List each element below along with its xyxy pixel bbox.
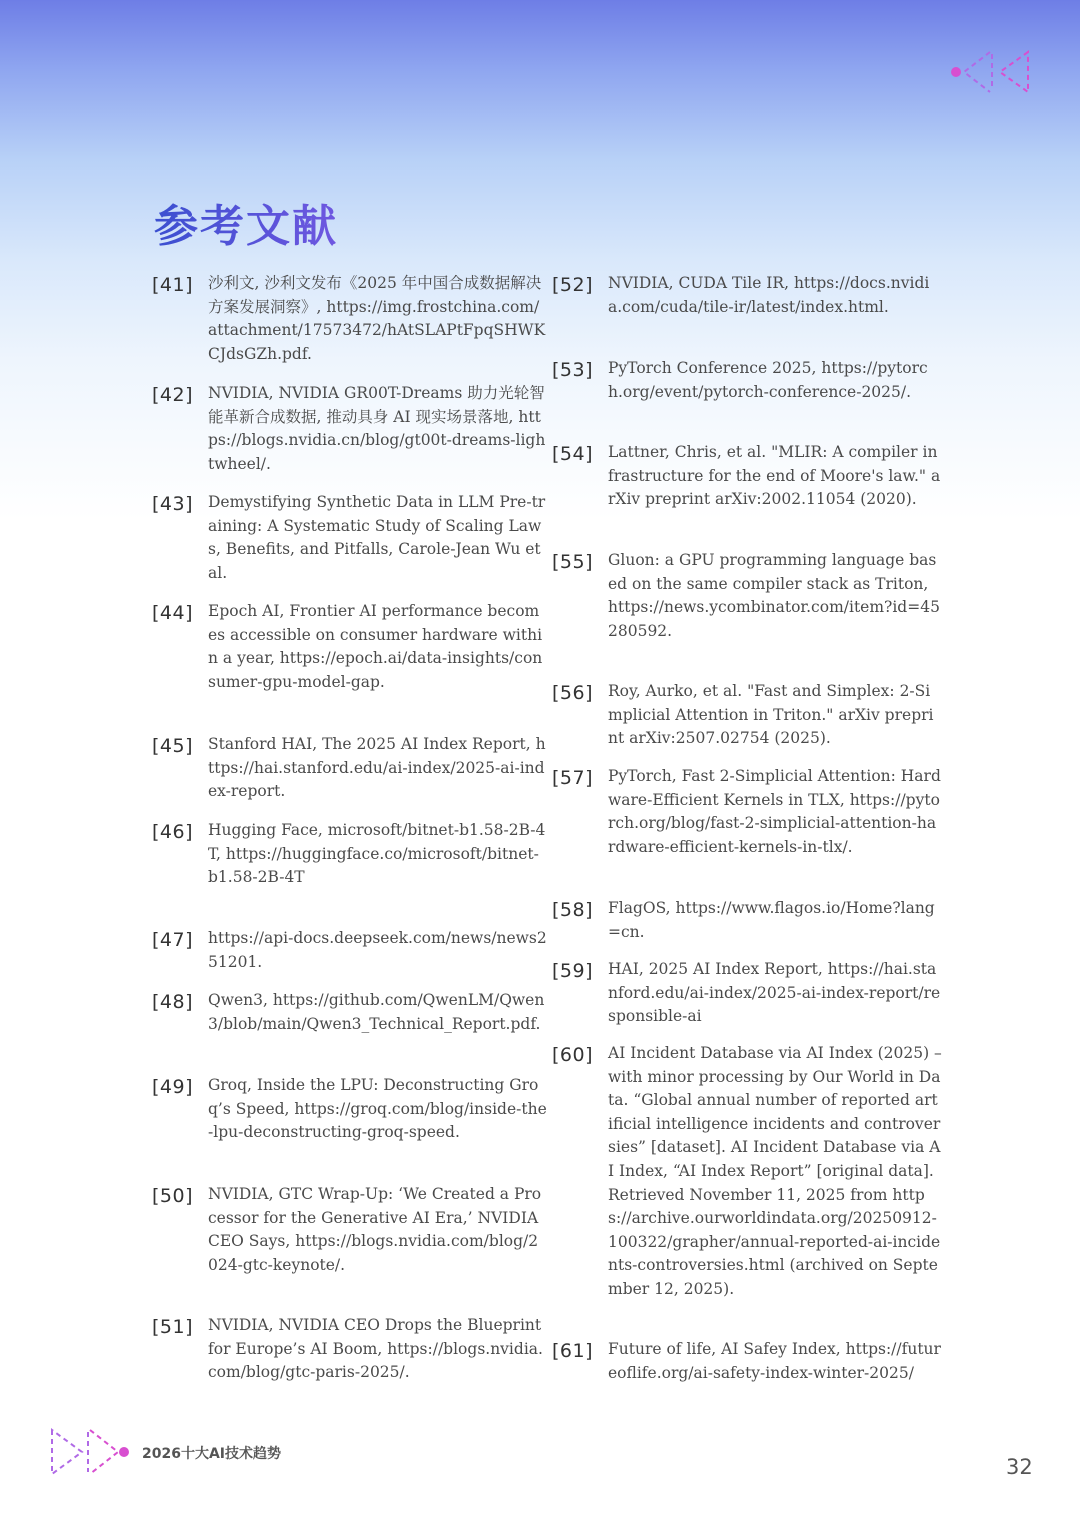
reference-number: [51] xyxy=(152,1316,194,1338)
reference-text: Gluon: a GPU programming language based on the same compiler stack as Triton, https://news.ycombinator.com/item?id=45280592. xyxy=(608,551,940,640)
reference-text: PyTorch, Fast 2-Simplicial Attention: Hardware-Efficient Kernels in TLX, https://pytorch.org/blog/fast-2-simplicial-attention-hardware-efficient-kernels-in-tlx/. xyxy=(608,767,941,856)
reference-item xyxy=(152,733,547,819)
reference-number: [48] xyxy=(152,991,194,1013)
reference-text: Future of life, AI Safey Index, https://futureoflife.org/ai-safety-index-winter-2025/ xyxy=(608,1340,941,1382)
reference-text: NVIDIA, CUDA Tile IR, https://docs.nvidia.com/cuda/tile-ir/latest/index.html. xyxy=(608,274,930,316)
reference-number: [49] xyxy=(152,1076,194,1098)
reference-item xyxy=(552,1338,942,1418)
reference-item xyxy=(152,989,547,1074)
reference-item xyxy=(552,357,942,441)
reference-text: NVIDIA, NVIDIA CEO Drops the Blueprint for Europe’s AI Boom, https://blogs.nvidia.com/blog/gtc-paris-2025/. xyxy=(208,1316,543,1382)
reference-number: [42] xyxy=(152,384,194,406)
reference-item xyxy=(552,680,942,765)
reference-text: AI Incident Database via AI Index (2025) – with minor processing by Our World in Data. “Global annual number of reported artificial intelligence incidents and controversies” [dataset]. AI Incident Database via AI Index, “AI Index Report” [original data]. Retrieved November 11, 2025 from https://archive.ourworldindata.org/20250912-100322/grapher/annual-reported-ai-incidents-controversies.html (archived on September 12, 2025). xyxy=(608,1044,942,1298)
reference-text: HAI, 2025 AI Index Report, https://hai.stanford.edu/ai-index/2025-ai-index-report/responsible-ai xyxy=(608,960,941,1026)
reference-number: [55] xyxy=(552,551,594,573)
reference-number: [47] xyxy=(152,929,194,951)
reference-text: PyTorch Conference 2025, https://pytorch.org/event/pytorch-conference-2025/. xyxy=(608,359,928,401)
reference-number: [52] xyxy=(552,274,594,296)
reference-number: [41] xyxy=(152,274,194,296)
reference-number: [46] xyxy=(152,821,194,843)
reference-text: https://api-docs.deepseek.com/news/news251201. xyxy=(208,929,547,971)
page-number: 32 xyxy=(1006,1455,1033,1479)
reference-item xyxy=(152,819,547,927)
reference-number: [61] xyxy=(552,1340,594,1362)
reference-item xyxy=(152,600,547,733)
reference-number: [60] xyxy=(552,1044,594,1066)
reference-text: Lattner, Chris, et al. "MLIR: A compiler infrastructure for the end of Moore's law." arXiv preprint arXiv:2002.11054 (2020). xyxy=(608,443,941,509)
reference-item xyxy=(152,382,547,491)
reference-text: Groq, Inside the LPU: Deconstructing Groq’s Speed, https://groq.com/blog/inside-the-lpu-deconstructing-groq-speed. xyxy=(208,1076,547,1142)
reference-item xyxy=(552,958,942,1042)
reference-text: Hugging Face, microsoft/bitnet-b1.58-2B-4T, https://huggingface.co/microsoft/bitnet-b1.58-2B-4T xyxy=(208,821,546,887)
reference-item xyxy=(552,897,942,958)
reference-item xyxy=(152,491,547,600)
reference-number: [54] xyxy=(552,443,594,465)
reference-number: [57] xyxy=(552,767,594,789)
reference-number: [56] xyxy=(552,682,594,704)
reference-item xyxy=(152,927,547,989)
reference-item xyxy=(552,765,942,897)
reference-number: [43] xyxy=(152,493,194,515)
reference-number: [53] xyxy=(552,359,594,381)
references-right-column xyxy=(552,272,942,1418)
reference-text: FlagOS, https://www.flagos.io/Home?lang=cn. xyxy=(608,899,935,941)
reference-text: Roy, Aurko, et al. "Fast and Simplex: 2-Simplicial Attention in Triton." arXiv preprint arXiv:2507.02754 (2025). xyxy=(608,682,934,748)
reference-text: 沙利文, 沙利文发布《2025 年中国合成数据解决方案发展洞察》, https://img.frostchina.com/attachment/17573472/hAtSLAPtFpqSHWKCJdsGZh.pdf. xyxy=(208,274,546,363)
references-left-column xyxy=(152,272,547,1414)
reference-item xyxy=(152,272,547,382)
reference-text: Demystifying Synthetic Data in LLM Pre-training: A Systematic Study of Scaling Laws, Benefits, and Pitfalls, Carole-Jean Wu et al. xyxy=(208,493,546,582)
reference-item xyxy=(552,549,942,680)
reference-text: Epoch AI, Frontier AI performance becomes accessible on consumer hardware within a year, https://epoch.ai/data-insights/consumer-gpu-model-gap. xyxy=(208,602,543,691)
triangle-arrows-decoration-icon xyxy=(944,46,1040,102)
reference-item xyxy=(552,272,942,357)
reference-number: [59] xyxy=(552,960,594,982)
reference-number: [44] xyxy=(152,602,194,624)
reference-number: [50] xyxy=(152,1185,194,1207)
reference-text: NVIDIA, NVIDIA GR00T-Dreams 助力光轮智能革新合成数据, 推动具身 AI 现实场景落地, https://blogs.nvidia.cn/blog/gt00t-dreams-lightwheel/. xyxy=(208,384,546,473)
footer-report-title: 2026十大AI技术趋势 xyxy=(142,1446,282,1462)
reference-item xyxy=(152,1314,547,1414)
reference-item xyxy=(552,441,942,549)
reference-number: [58] xyxy=(552,899,594,921)
page-title: 参考文献 xyxy=(154,190,338,254)
reference-text: Stanford HAI, The 2025 AI Index Report, https://hai.stanford.edu/ai-index/2025-ai-index-report. xyxy=(208,735,546,801)
reference-item xyxy=(552,1042,942,1338)
triangle-play-decoration-icon xyxy=(46,1426,132,1478)
reference-text: NVIDIA, GTC Wrap-Up: ‘We Created a Processor for the Generative AI Era,’ NVIDIA CEO Says, https://blogs.nvidia.com/blog/2024-gtc-keynote/. xyxy=(208,1185,542,1274)
reference-item xyxy=(152,1183,547,1314)
reference-number: [45] xyxy=(152,735,194,757)
reference-text: Qwen3, https://github.com/QwenLM/Qwen3/blob/main/Qwen3_Technical_Report.pdf. xyxy=(208,991,545,1033)
reference-item xyxy=(152,1074,547,1183)
